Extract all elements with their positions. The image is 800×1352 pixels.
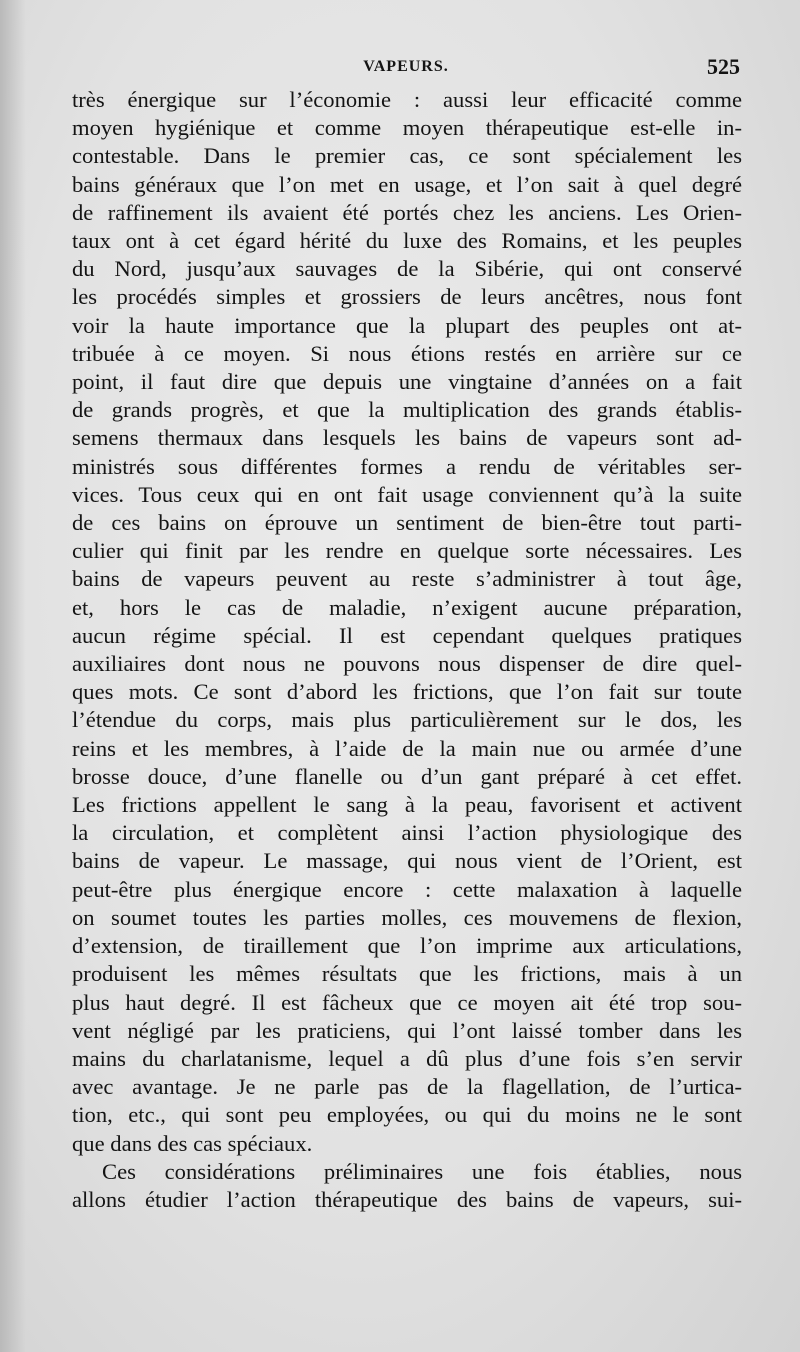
text-line: bains de vapeurs peuvent au reste s’administrer à tout âge,	[72, 566, 742, 592]
text-line: de grands progrès, et que la multiplication des grands établis-	[72, 397, 742, 423]
text-line: Ces considérations préliminaires une fois établies, nous	[102, 1158, 742, 1184]
page-gutter-shadow	[0, 0, 26, 1352]
text-line: avec avantage. Je ne parle pas de la flagellation, de l’urtica-	[72, 1074, 742, 1100]
text-line: l’étendue du corps, mais plus particulièrement sur le dos, les	[72, 707, 742, 733]
running-head: VAPEURS.	[363, 58, 449, 75]
text-line: du Nord, jusqu’aux sauvages de la Sibérie, qui ont conservé	[72, 256, 742, 282]
page-number: 525	[707, 54, 740, 79]
text-line: taux ont à cet égard hérité du luxe des Romains, et les peuples	[72, 228, 742, 254]
text-line: brosse douce, d’une flanelle ou d’un gant préparé à cet effet.	[72, 763, 742, 789]
text-line: de raffinement ils avaient été portés chez les anciens. Les Orien-	[72, 199, 742, 225]
text-line: allons étudier l’action thérapeutique des bains de vapeurs, sui-	[72, 1186, 742, 1212]
text-line: bains de vapeur. Le massage, qui nous vient de l’Orient, est	[72, 848, 742, 874]
text-line: la circulation, et complètent ainsi l’action physiologique des	[72, 820, 742, 846]
text-line: de ces bains on éprouve un sentiment de bien-être tout parti-	[72, 510, 742, 536]
text-line: et, hors le cas de maladie, n’exigent aucune préparation,	[72, 594, 742, 620]
text-line: voir la haute importance que la plupart des peuples ont at-	[72, 312, 742, 338]
text-line: que dans des cas spéciaux.	[72, 1130, 313, 1156]
text-line: aucun régime spécial. Il est cependant quelques pratiques	[72, 622, 742, 648]
text-line: peut-être plus énergique encore : cette malaxation à laquelle	[72, 876, 742, 902]
text-line: semens thermaux dans lesquels les bains de vapeurs sont ad-	[72, 425, 742, 451]
text-line: Les frictions appellent le sang à la peau, favorisent et activent	[72, 792, 742, 818]
text-line: reins et les membres, à l’aide de la main nue ou armée d’une	[72, 735, 742, 761]
text-line: les procédés simples et grossiers de leurs ancêtres, nous font	[72, 284, 742, 310]
text-line: moyen hygiénique et comme moyen thérapeutique est-elle in-	[72, 115, 742, 141]
text-line: vent négligé par les praticiens, qui l’ont laissé tomber dans les	[72, 1017, 742, 1043]
text-line: d’extension, de tiraillement que l’on imprime aux articulations,	[72, 933, 742, 959]
text-line: tribuée à ce moyen. Si nous étions restés en arrière sur ce	[72, 340, 742, 366]
text-line: tion, etc., qui sont peu employées, ou qui du moins ne le sont	[72, 1102, 742, 1128]
text-line: produisent les mêmes résultats que les frictions, mais à un	[72, 961, 742, 987]
page-header	[70, 54, 742, 82]
text-line: vices. Tous ceux qui en ont fait usage conviennent qu’à la suite	[72, 481, 742, 507]
text-line: ministrés sous différentes formes a rendu de véritables ser-	[72, 453, 742, 479]
text-line: ques mots. Ce sont d’abord les frictions, que l’on fait sur toute	[72, 679, 742, 705]
body-text	[72, 86, 742, 1214]
text-line: bains généraux que l’on met en usage, et l’on sait à quel degré	[72, 171, 742, 197]
text-line: contestable. Dans le premier cas, ce sont spécialement les	[72, 143, 742, 169]
text-line: culier qui finit par les rendre en quelque sorte nécessaires. Les	[72, 538, 742, 564]
text-line: auxiliaires dont nous ne pouvons nous dispenser de dire quel-	[72, 651, 742, 677]
text-line: très énergique sur l’économie : aussi leur efficacité comme	[72, 87, 742, 112]
text-line: point, il faut dire que depuis une vingtaine d’années on a fait	[72, 369, 742, 395]
text-line: on soumet toutes les parties molles, ces mouvemens de flexion,	[72, 904, 742, 930]
text-line: mains du charlatanisme, lequel a dû plus d’une fois s’en servir	[72, 1045, 742, 1071]
text-line: plus haut degré. Il est fâcheux que ce moyen ait été trop sou-	[72, 989, 742, 1015]
